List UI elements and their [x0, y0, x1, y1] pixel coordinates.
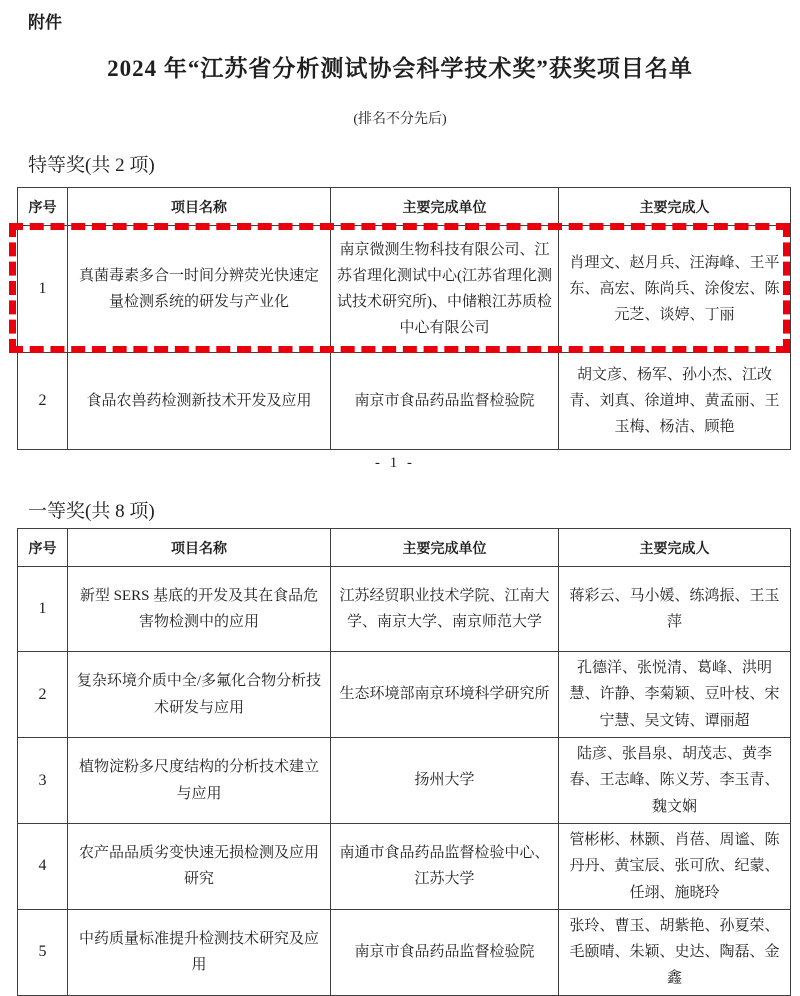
row-people: 肖理文、赵月兵、汪海峰、王平东、高宏、陈尚兵、涂俊宏、陈元芝、谈婷、丁丽 — [559, 226, 791, 353]
page-number: - 1 - — [375, 455, 415, 471]
special-prize-table — [17, 187, 791, 450]
row-no: 3 — [18, 738, 68, 824]
row-no: 1 — [18, 567, 68, 652]
table-row — [18, 353, 791, 450]
column-header-project: 项目名称 — [68, 529, 331, 567]
first-prize-table — [17, 528, 791, 996]
column-header-units: 主要完成单位 — [331, 529, 559, 567]
page-subtitle: (排名不分先后) — [353, 112, 447, 127]
row-people: 张玲、曹玉、胡紫艳、孙夏荣、毛颐晴、朱颖、史达、陶磊、金鑫 — [559, 909, 791, 995]
row-no: 1 — [18, 226, 68, 353]
attachment-label: 附件 — [28, 13, 62, 32]
section-heading-special-prize: 特等奖(共 2 项) — [28, 155, 155, 176]
row-people: 陆彦、张昌泉、胡茂志、黄李春、王志峰、陈义芳、李玉青、魏文娴 — [559, 738, 791, 824]
row-units: 南京市食品药品监督检验院 — [331, 909, 559, 995]
row-people: 管彬彬、林颢、肖蓓、周谧、陈丹丹、黄宝辰、张可欣、纪蒙、任翊、施晓玲 — [559, 824, 791, 910]
row-no: 4 — [18, 824, 68, 910]
row-no: 2 — [18, 353, 68, 450]
row-project: 中药质量标准提升检测技术研究及应用 — [68, 909, 331, 995]
table-row — [18, 567, 791, 652]
column-header-project: 项目名称 — [68, 188, 331, 226]
row-units: 南京市食品药品监督检验院 — [331, 353, 559, 450]
column-header-no: 序号 — [18, 529, 68, 567]
row-project: 复杂环境介质中全/多氟化合物分析技术研发与应用 — [68, 652, 331, 738]
column-header-no: 序号 — [18, 188, 68, 226]
table-row — [18, 226, 791, 353]
row-units: 江苏经贸职业技术学院、江南大学、南京大学、南京师范大学 — [331, 567, 559, 652]
table-header-row — [18, 529, 791, 567]
row-people: 蒋彩云、马小媛、练鸿振、王玉萍 — [559, 567, 791, 652]
row-people: 孔德洋、张悦清、葛峰、洪明慧、许静、李菊颖、豆叶枝、宋宁慧、吴文铸、谭丽超 — [559, 652, 791, 738]
table-row — [18, 738, 791, 824]
section-heading-first-prize: 一等奖(共 8 项) — [28, 501, 155, 522]
row-project: 新型 SERS 基底的开发及其在食品危害物检测中的应用 — [68, 567, 331, 652]
row-units: 生态环境部南京环境科学研究所 — [331, 652, 559, 738]
table-header-row — [18, 188, 791, 226]
row-people: 胡文彦、杨军、孙小杰、江改青、刘真、徐道坤、黄孟丽、王玉梅、杨洁、顾艳 — [559, 353, 791, 450]
row-units: 扬州大学 — [331, 738, 559, 824]
row-project: 食品农兽药检测新技术开发及应用 — [68, 353, 331, 450]
column-header-people: 主要完成人 — [559, 529, 791, 567]
table-row — [18, 824, 791, 910]
column-header-units: 主要完成单位 — [331, 188, 559, 226]
row-project: 农产品品质劣变快速无损检测及应用研究 — [68, 824, 331, 910]
page-title: 2024 年“江苏省分析测试协会科学技术奖”获奖项目名单 — [107, 56, 693, 81]
row-units: 南京微测生物科技有限公司、江苏省理化测试中心(江苏省理化测试技术研究所)、中储粮江苏质检中心有限公司 — [331, 226, 559, 353]
row-no: 5 — [18, 909, 68, 995]
row-no: 2 — [18, 652, 68, 738]
table-row — [18, 909, 791, 995]
row-project: 真菌毒素多合一时间分辨荧光快速定量检测系统的研发与产业化 — [68, 226, 331, 353]
column-header-people: 主要完成人 — [559, 188, 791, 226]
row-project: 植物淀粉多尺度结构的分析技术建立与应用 — [68, 738, 331, 824]
table-row — [18, 652, 791, 738]
row-units: 南通市食品药品监督检验中心、江苏大学 — [331, 824, 559, 910]
